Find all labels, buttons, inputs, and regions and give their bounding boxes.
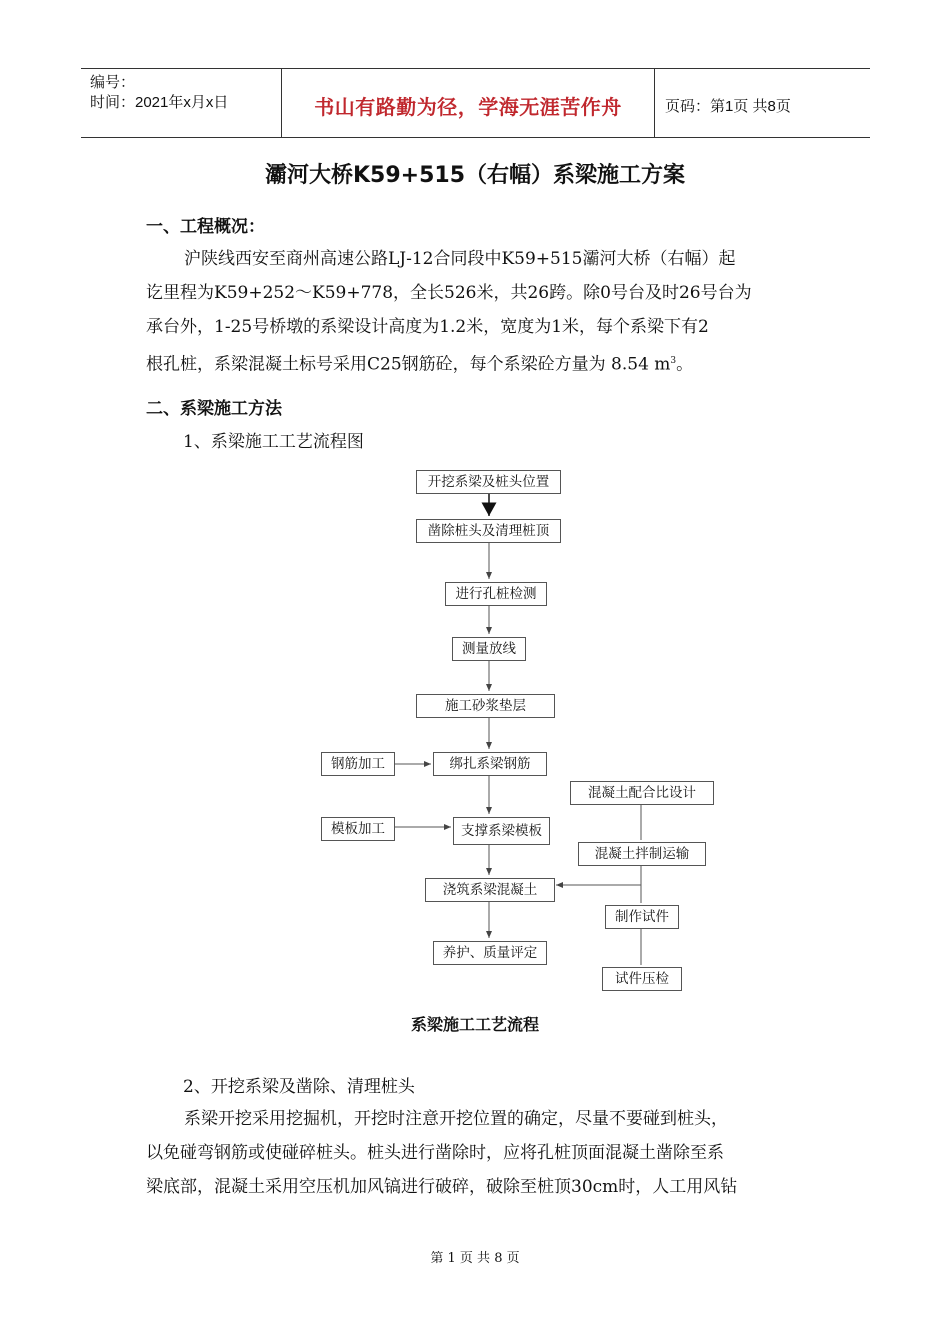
document-number-label: 编号： <box>90 74 136 91</box>
document-time-label: 时间：2021年x月x日 <box>90 94 229 111</box>
flow-side-step: 混凝土配合比设计 <box>570 781 714 805</box>
paragraph-line: 讫里程为K59+252～K59+778，全长526米，共26跨。除0号台及时26号台为 <box>146 283 752 303</box>
paragraph-line: 承台外，1-25号桥墩的系梁设计高度为1.2米，宽度为1米，每个系梁下有2 <box>146 317 709 337</box>
header-page-cell <box>655 69 870 137</box>
flow-step: 绑扎系梁钢筋 <box>433 752 547 776</box>
flow-step: 开挖系梁及桩头位置 <box>416 470 561 494</box>
header-motto-cell <box>281 69 655 137</box>
subheading-excavation: 2、开挖系梁及凿除、清理桩头 <box>183 1077 415 1097</box>
paragraph-line: 以免碰弯钢筋或使碰碎桩头。桩头进行凿除时，应将孔桩顶面混凝土凿除至系 <box>146 1143 724 1163</box>
flow-step: 施工砂浆垫层 <box>416 694 555 718</box>
subheading-flowchart: 1、系梁施工工艺流程图 <box>183 432 364 452</box>
overview-paragraph <box>146 242 808 382</box>
section-heading-method: 二、系梁施工方法 <box>146 399 282 419</box>
paragraph-line: 沪陕线西安至商州高速公路LJ-12合同段中K59+515灞河大桥（右幅）起 <box>184 249 736 269</box>
paragraph-line: 系梁开挖采用挖掘机，开挖时注意开挖位置的确定，尽量不要碰到桩头， <box>184 1109 728 1129</box>
section-heading-overview: 一、工程概况： <box>146 217 265 237</box>
flow-side-step: 试件压检 <box>602 967 682 991</box>
paragraph-text: 。 <box>676 354 694 375</box>
paragraph-text: 根孔桩，系梁混凝土标号采用C25钢筋砼，每个系梁砼方量为 8.54 m <box>146 354 671 375</box>
flow-step: 凿除桩头及清理桩顶 <box>416 519 561 543</box>
page-header <box>81 68 870 138</box>
flow-step: 浇筑系梁混凝土 <box>425 878 555 902</box>
document-title: 灞河大桥K59+515（右幅）系梁施工方案 <box>264 163 686 188</box>
flow-side-step: 模板加工 <box>321 817 395 841</box>
header-info-cell <box>81 69 281 137</box>
flow-side-step: 混凝土拌制运输 <box>578 842 706 866</box>
flowchart-caption: 系梁施工工艺流程 <box>410 1015 539 1034</box>
flow-step: 测量放线 <box>452 637 526 661</box>
header-page-number: 页码：第1页 共8页 <box>665 98 791 115</box>
paragraph-line <box>146 344 808 382</box>
paragraph-line: 梁底部，混凝土采用空压机加风镐进行破碎，破除至桩顶30cm时，人工用风钻 <box>146 1177 738 1197</box>
flow-step: 进行孔桩检测 <box>445 582 547 606</box>
superscript-unit: 3 <box>670 356 677 366</box>
flow-side-step: 制作试件 <box>605 905 679 929</box>
header-motto: 书山有路勤为径，学海无涯苦作舟 <box>314 95 622 119</box>
excavation-paragraph <box>146 1102 808 1204</box>
page-footer: 第 1 页 共 8 页 <box>430 1251 520 1266</box>
flow-side-step: 钢筋加工 <box>321 752 395 776</box>
flow-step: 养护、质量评定 <box>433 941 547 965</box>
flow-step: 支撑系梁模板 <box>453 817 550 845</box>
